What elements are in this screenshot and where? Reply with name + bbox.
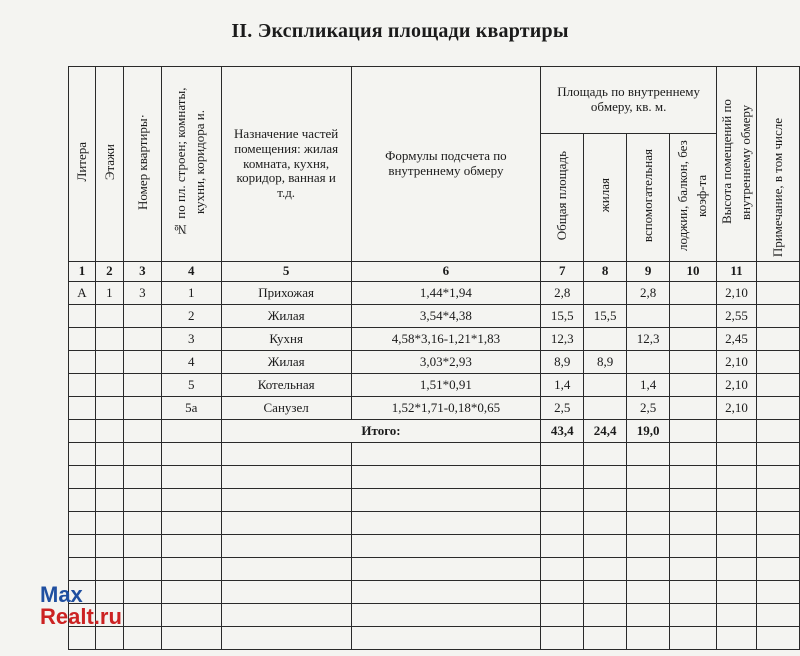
empty-row <box>69 627 800 650</box>
header-ploshad-group: Площадь по внутреннему обмеру, кв. м. <box>541 67 717 134</box>
header-primechanie: Примечание, в том числе <box>757 67 800 262</box>
header-formuly: Формулы подсчета по внутреннему обмеру <box>351 67 541 262</box>
header-vspomogatelnaya: вспомогательная <box>627 134 670 262</box>
watermark-line1: Max <box>40 582 83 607</box>
explication-table <box>68 66 800 650</box>
table-row: 5а Санузел 1,52*1,71-0,18*0,65 2,5 2,5 2,10 <box>69 397 800 420</box>
header-nomer-kvartiry: Номер квартиры· <box>123 67 161 262</box>
table-row: 5 Котельная 1,51*0,91 1,4 1,4 2,10 <box>69 374 800 397</box>
header-obshaya: Общая площадь <box>541 134 584 262</box>
empty-row <box>69 558 800 581</box>
header-nomer-po-planu: № по пл. строен; комнаты, кухни, коридора и. <box>161 67 221 262</box>
totals-vspom: 19,0 <box>627 420 670 443</box>
watermark-line2: Realt.ru <box>40 604 122 629</box>
table-row: А 1 3 1 Прихожая 1,44*1,94 2,8 2,8 2,10 <box>69 282 800 305</box>
totals-label: Итого: <box>221 420 541 443</box>
empty-row <box>69 489 800 512</box>
totals-obshaya: 43,4 <box>541 420 584 443</box>
table-row: 3 Кухня 4,58*3,16-1,21*1,83 12,3 12,3 2,45 <box>69 328 800 351</box>
totals-row <box>69 420 800 443</box>
empty-row <box>69 535 800 558</box>
table-row: 2 Жилая 3,54*4,38 15,5 15,5 2,55 <box>69 305 800 328</box>
header-naznachenie: Назначение частей помещения: жилая комната, кухня, коридор, ванная и т.д. <box>221 67 351 262</box>
header-lodzhii: лоджии, балкон, без коэф-та <box>670 134 717 262</box>
table-row: 4 Жилая 3,03*2,93 8,9 8,9 2,10 <box>69 351 800 374</box>
watermark-logo <box>40 584 122 628</box>
totals-zhilaya: 24,4 <box>584 420 627 443</box>
empty-row <box>69 466 800 489</box>
header-litera: Литера <box>69 67 96 262</box>
header-etazhi: Этажи <box>95 67 123 262</box>
empty-row <box>69 443 800 466</box>
empty-row <box>69 604 800 627</box>
header-zhilaya: жилая <box>584 134 627 262</box>
column-number-row: 1 2 3 4 5 6 7 8 9 10 11 <box>69 262 800 282</box>
document-title: II. Экспликация площади квартиры <box>231 20 569 42</box>
header-vysota: Высота помещений по внутреннему обмеру <box>717 67 757 262</box>
empty-row <box>69 581 800 604</box>
empty-row <box>69 512 800 535</box>
